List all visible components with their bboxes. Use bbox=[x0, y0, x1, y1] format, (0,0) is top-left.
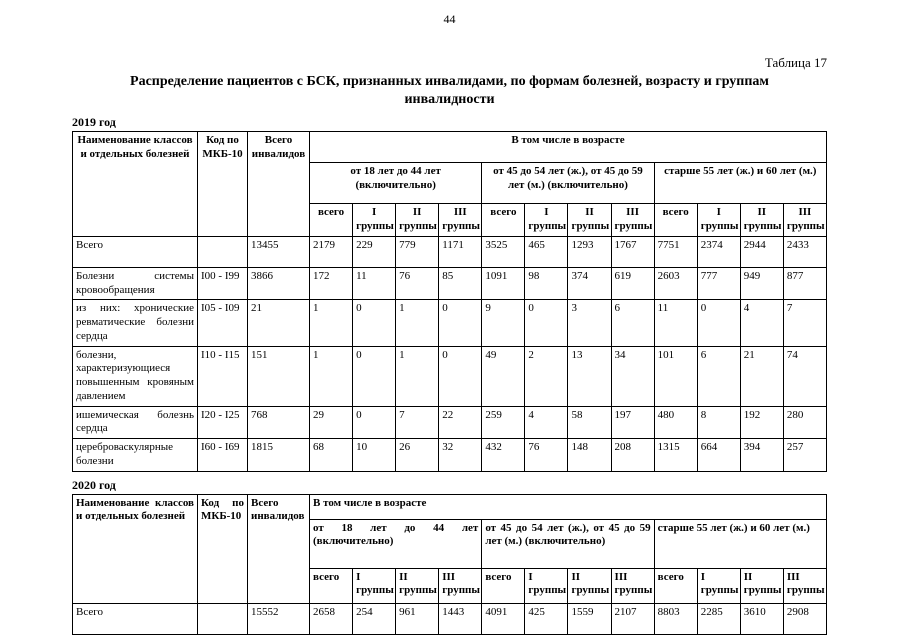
value-cell: 1293 bbox=[568, 236, 611, 267]
disease-name-cell: Всего bbox=[73, 603, 198, 634]
col-header-icd-code: Код по МКБ-10 bbox=[198, 494, 248, 603]
value-cell: 257 bbox=[783, 439, 826, 472]
value-cell: 58 bbox=[568, 406, 611, 439]
subcol-total: всего bbox=[310, 568, 353, 603]
value-cell: 7 bbox=[783, 300, 826, 346]
value-cell: 3525 bbox=[482, 236, 525, 267]
value-cell: 32 bbox=[439, 439, 482, 472]
value-cell: 7751 bbox=[654, 236, 697, 267]
age-band-45-54-59: от 45 до 54 лет (ж.), от 45 до 59 лет (м.) (включительно) bbox=[482, 519, 654, 568]
value-cell: 0 bbox=[525, 300, 568, 346]
subcol-group-1: I группы bbox=[353, 568, 396, 603]
stats-table-2020 bbox=[72, 494, 827, 635]
value-cell: 3 bbox=[568, 300, 611, 346]
col-header-total-disabled: Всего инвалидов bbox=[248, 494, 310, 603]
value-cell: 2658 bbox=[310, 603, 353, 634]
value-cell: 26 bbox=[396, 439, 439, 472]
value-cell: 11 bbox=[654, 300, 697, 346]
value-cell: 2603 bbox=[654, 267, 697, 300]
table-row bbox=[73, 603, 827, 634]
value-cell: 619 bbox=[611, 267, 654, 300]
subcol-group-3: III группы bbox=[439, 204, 482, 237]
table-row bbox=[73, 267, 827, 300]
table-row bbox=[73, 346, 827, 406]
value-cell: 1 bbox=[396, 300, 439, 346]
subcol-group-2: II группы bbox=[740, 568, 783, 603]
disease-name-cell: Всего bbox=[73, 236, 198, 267]
value-cell: 2908 bbox=[783, 603, 826, 634]
table-header-2020 bbox=[73, 494, 827, 603]
value-cell: 172 bbox=[310, 267, 353, 300]
subcol-group-2: II группы bbox=[740, 204, 783, 237]
value-cell: 6 bbox=[697, 346, 740, 406]
value-cell: 1 bbox=[396, 346, 439, 406]
icd-code-cell: I00 - I99 bbox=[198, 267, 248, 300]
value-cell: 21 bbox=[740, 346, 783, 406]
table-header-2019 bbox=[73, 132, 827, 237]
age-band-18-44: от 18 лет до 44 лет (включительно) bbox=[310, 519, 482, 568]
value-cell: 21 bbox=[248, 300, 310, 346]
value-cell: 2285 bbox=[697, 603, 740, 634]
subcol-group-1: I группы bbox=[525, 204, 568, 237]
table-body-2020 bbox=[73, 603, 827, 634]
table-row bbox=[73, 300, 827, 346]
table-body-2019 bbox=[73, 236, 827, 471]
year-label-2020: 2020 год bbox=[72, 477, 116, 492]
value-cell: 425 bbox=[525, 603, 568, 634]
value-cell: 8803 bbox=[654, 603, 697, 634]
subcol-group-3: III группы bbox=[611, 568, 654, 603]
value-cell: 949 bbox=[740, 267, 783, 300]
value-cell: 779 bbox=[396, 236, 439, 267]
subcol-group-1: I группы bbox=[697, 204, 740, 237]
age-band-45-54-59: от 45 до 54 лет (ж.), от 45 до 59 лет (м.) (включительно) bbox=[482, 163, 654, 204]
value-cell: 1091 bbox=[482, 267, 525, 300]
value-cell: 11 bbox=[353, 267, 396, 300]
subcol-group-3: III группы bbox=[439, 568, 482, 603]
icd-code-cell bbox=[198, 603, 248, 634]
subcol-total: всего bbox=[482, 568, 525, 603]
value-cell: 229 bbox=[353, 236, 396, 267]
value-cell: 961 bbox=[396, 603, 439, 634]
value-cell: 13455 bbox=[248, 236, 310, 267]
subcol-group-2: II группы bbox=[568, 204, 611, 237]
value-cell: 74 bbox=[783, 346, 826, 406]
value-cell: 432 bbox=[482, 439, 525, 472]
subcol-total: всего bbox=[482, 204, 525, 237]
disease-name-cell: ишемическая болезнь сердца bbox=[73, 406, 198, 439]
disease-name-cell: болезни, характеризующиеся повышенным кровяным давлением bbox=[73, 346, 198, 406]
value-cell: 0 bbox=[439, 300, 482, 346]
year-label-2019: 2019 год bbox=[72, 115, 116, 130]
age-band-55-60-plus: старше 55 лет (ж.) и 60 лет (м.) bbox=[654, 519, 826, 568]
icd-code-cell bbox=[198, 236, 248, 267]
value-cell: 0 bbox=[439, 346, 482, 406]
icd-code-cell: I10 - I15 bbox=[198, 346, 248, 406]
value-cell: 777 bbox=[697, 267, 740, 300]
value-cell: 15552 bbox=[248, 603, 310, 634]
value-cell: 76 bbox=[525, 439, 568, 472]
subcol-total: всего bbox=[654, 568, 697, 603]
age-band-18-44: от 18 лет до 44 лет (включительно) bbox=[310, 163, 482, 204]
value-cell: 2107 bbox=[611, 603, 654, 634]
table-row bbox=[73, 236, 827, 267]
subcol-group-3: III группы bbox=[783, 568, 826, 603]
value-cell: 208 bbox=[611, 439, 654, 472]
value-cell: 0 bbox=[353, 300, 396, 346]
value-cell: 3866 bbox=[248, 267, 310, 300]
value-cell: 1443 bbox=[439, 603, 482, 634]
value-cell: 148 bbox=[568, 439, 611, 472]
value-cell: 22 bbox=[439, 406, 482, 439]
value-cell: 664 bbox=[697, 439, 740, 472]
value-cell: 197 bbox=[611, 406, 654, 439]
value-cell: 7 bbox=[396, 406, 439, 439]
value-cell: 49 bbox=[482, 346, 525, 406]
value-cell: 374 bbox=[568, 267, 611, 300]
col-header-total-disabled: Всего инвалидов bbox=[248, 132, 310, 237]
value-cell: 1315 bbox=[654, 439, 697, 472]
value-cell: 2374 bbox=[697, 236, 740, 267]
value-cell: 1 bbox=[310, 300, 353, 346]
value-cell: 98 bbox=[525, 267, 568, 300]
value-cell: 4 bbox=[740, 300, 783, 346]
value-cell: 2179 bbox=[310, 236, 353, 267]
header-row-1 bbox=[73, 494, 827, 519]
value-cell: 877 bbox=[783, 267, 826, 300]
value-cell: 254 bbox=[353, 603, 396, 634]
value-cell: 2 bbox=[525, 346, 568, 406]
col-header-disease-name: Наименование классов и отдельных болезней bbox=[73, 132, 198, 237]
header-row-1 bbox=[73, 132, 827, 163]
value-cell: 101 bbox=[654, 346, 697, 406]
value-cell: 1815 bbox=[248, 439, 310, 472]
value-cell: 29 bbox=[310, 406, 353, 439]
value-cell: 6 bbox=[611, 300, 654, 346]
value-cell: 13 bbox=[568, 346, 611, 406]
value-cell: 259 bbox=[482, 406, 525, 439]
table-row bbox=[73, 406, 827, 439]
value-cell: 8 bbox=[697, 406, 740, 439]
disease-name-cell: цереброваскулярные болезни bbox=[73, 439, 198, 472]
value-cell: 85 bbox=[439, 267, 482, 300]
subcol-group-2: II группы bbox=[568, 568, 611, 603]
value-cell: 4 bbox=[525, 406, 568, 439]
subcol-total: всего bbox=[310, 204, 353, 237]
subcol-group-1: I группы bbox=[353, 204, 396, 237]
col-header-age-title: В том числе в возрасте bbox=[310, 494, 827, 519]
value-cell: 1 bbox=[310, 346, 353, 406]
value-cell: 192 bbox=[740, 406, 783, 439]
icd-code-cell: I20 - I25 bbox=[198, 406, 248, 439]
subcol-group-2: II группы bbox=[396, 204, 439, 237]
subcol-group-3: III группы bbox=[611, 204, 654, 237]
value-cell: 3610 bbox=[740, 603, 783, 634]
disease-name-cell: Болезни системы кровообращения bbox=[73, 267, 198, 300]
page-number: 44 bbox=[443, 12, 456, 26]
disease-name-cell: из них: хронические ревматические болезни сердца bbox=[73, 300, 198, 346]
value-cell: 9 bbox=[482, 300, 525, 346]
value-cell: 76 bbox=[396, 267, 439, 300]
subcol-total: всего bbox=[654, 204, 697, 237]
col-header-icd-code: Код по МКБ-10 bbox=[198, 132, 248, 237]
table-row bbox=[73, 439, 827, 472]
value-cell: 151 bbox=[248, 346, 310, 406]
subcol-group-1: I группы bbox=[697, 568, 740, 603]
value-cell: 2944 bbox=[740, 236, 783, 267]
value-cell: 1767 bbox=[611, 236, 654, 267]
value-cell: 394 bbox=[740, 439, 783, 472]
value-cell: 465 bbox=[525, 236, 568, 267]
value-cell: 480 bbox=[654, 406, 697, 439]
value-cell: 280 bbox=[783, 406, 826, 439]
value-cell: 10 bbox=[353, 439, 396, 472]
subcol-group-3: III группы bbox=[783, 204, 826, 237]
value-cell: 1171 bbox=[439, 236, 482, 267]
subcol-group-2: II группы bbox=[396, 568, 439, 603]
icd-code-cell: I60 - I69 bbox=[198, 439, 248, 472]
age-band-55-60-plus: старше 55 лет (ж.) и 60 лет (м.) bbox=[654, 163, 826, 204]
subcol-group-1: I группы bbox=[525, 568, 568, 603]
value-cell: 34 bbox=[611, 346, 654, 406]
value-cell: 0 bbox=[353, 406, 396, 439]
col-header-disease-name: Наименование классов и отдельных болезней bbox=[73, 494, 198, 603]
value-cell: 4091 bbox=[482, 603, 525, 634]
value-cell: 0 bbox=[697, 300, 740, 346]
col-header-age-title: В том числе в возрасте bbox=[310, 132, 827, 163]
value-cell: 2433 bbox=[783, 236, 826, 267]
table-caption-label: Таблица 17 bbox=[764, 55, 827, 70]
value-cell: 1559 bbox=[568, 603, 611, 634]
stats-table-2019 bbox=[72, 131, 827, 471]
value-cell: 68 bbox=[310, 439, 353, 472]
icd-code-cell: I05 - I09 bbox=[198, 300, 248, 346]
value-cell: 0 bbox=[353, 346, 396, 406]
document-title: Распределение пациентов с БСК, признанных инвалидами, по формам болезней, возрасту и группам инвалидности bbox=[130, 74, 769, 108]
value-cell: 768 bbox=[248, 406, 310, 439]
